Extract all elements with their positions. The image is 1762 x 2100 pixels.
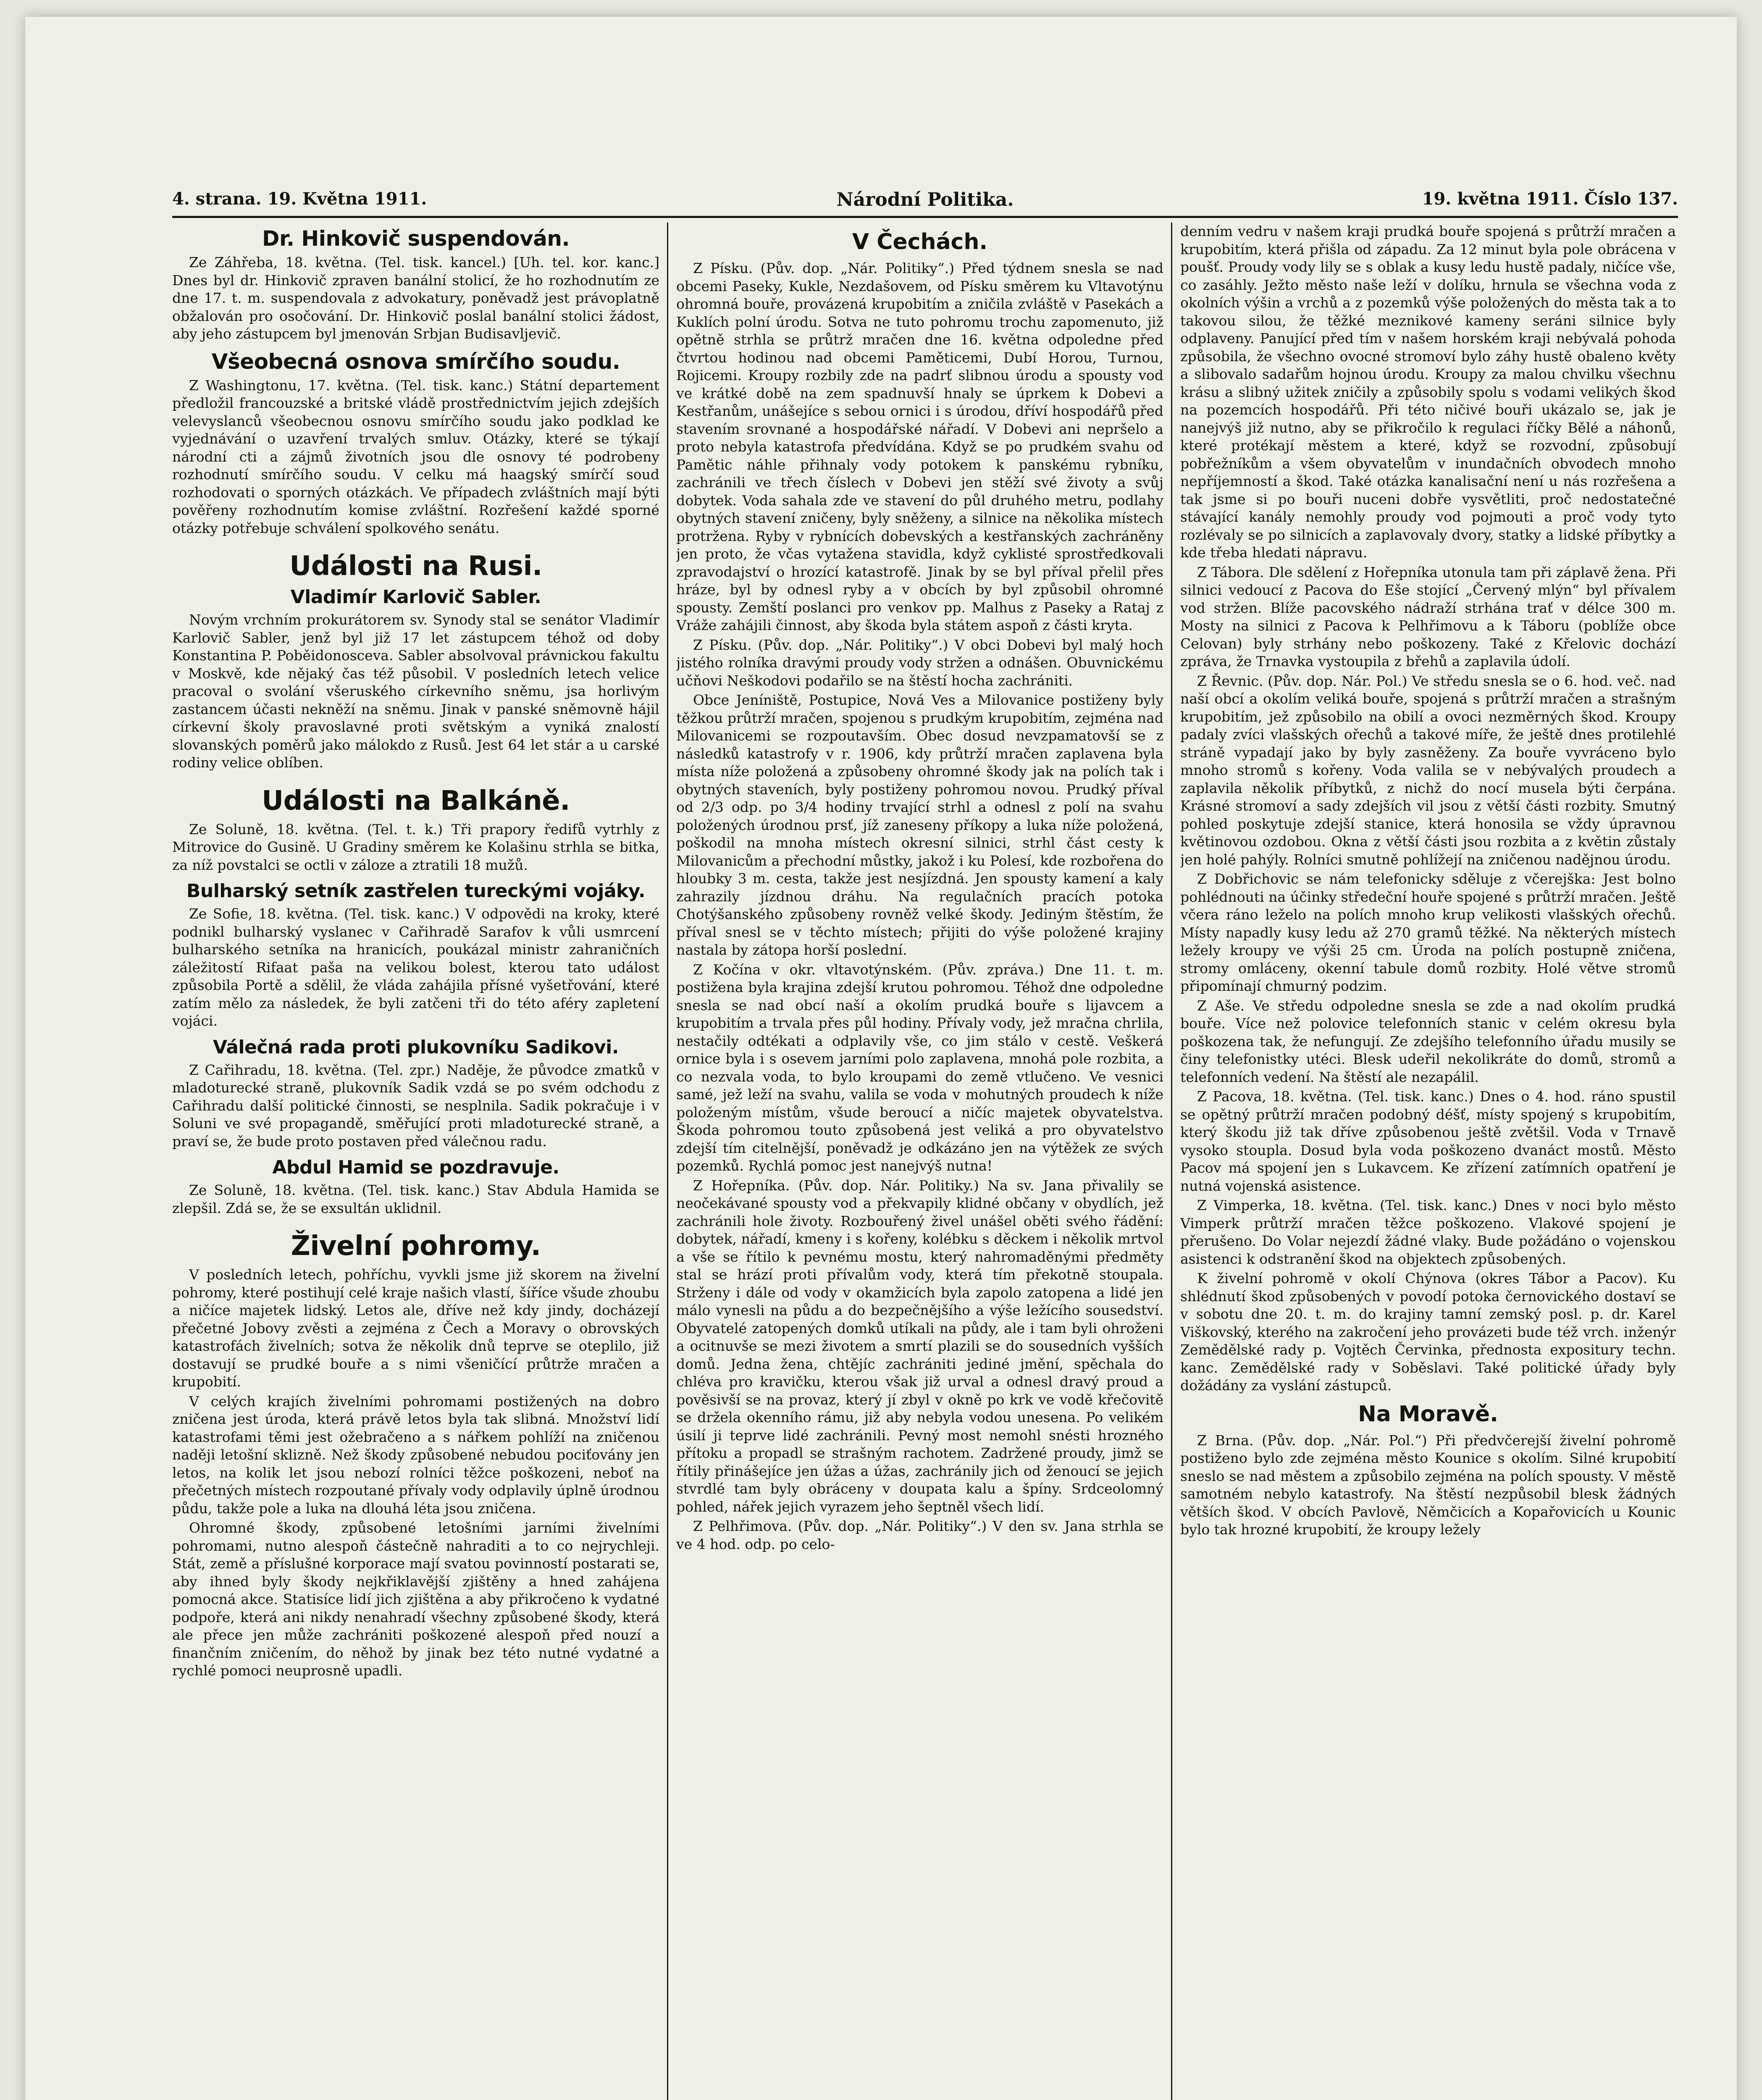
article-paragraph: V celých krajích živelními pohromami postižených na dobro zničena jest úroda, která právě letos byla tak slibná. Množství lidí katastrofami těmi jest ožebračeno a s nářkem pohlíží na zničenou naději letošní sklizně. Než škody způsobené nebudou pociťovány jen letos, na kolik let jsou nebozí rolníci těžce poškozeni, neboť na přečetných místech rozpoutané přívaly vody odplavily úplně úrodnou půdu, takže pole a luka na dlouhá léta jsou zničena.: [172, 1393, 659, 1517]
column-divider: [1171, 223, 1172, 2100]
article-paragraph: Z Písku. (Pův. dop. „Nár. Politiky“.) V obci Dobevi byl malý hoch jistého rolníka dravými proudy vody stržen a odnášen. Obuvnickému učňovi Neškodovi podařilo se na štěstí hocha zachrániti.: [676, 636, 1163, 689]
article-paragraph: Z Dobřichovic se nám telefonicky sděluje z včerejška: Jest bolno pohlédnouti na účinky středeční houře spojené s průtrží mračen. Ještě včera ráno leželo na polích mnoho krup velikosti vlašských ořechů. Místy napadly kusy ledu až 270 gramů těžké. Na některých místech ležely kroupy ve výši 25 cm. Úroda na polích postupně zničena, stromy omláceny, okenní tabule domů rozbity. Holé větve stromů připomínají chmurný podzim.: [1180, 871, 1676, 994]
section-heading: Živelní pohromy.: [291, 1231, 541, 1262]
newspaper-page: [25, 17, 1737, 2100]
article-disasters: [172, 1230, 659, 1680]
headline: Všeobecná osnova smírčího soudu.: [211, 349, 620, 374]
section-heading: Události na Rusi.: [289, 551, 542, 582]
article-abdul-hamid: [172, 1156, 659, 1217]
section-heading: Na Moravě.: [1358, 1401, 1498, 1427]
article-paragraph: Z Kočína v okr. vltavotýnském. (Pův. zpráva.) Dne 11. t. m. postižena byla krajina zdejší krutou pohromou. Téhož dne odpoledne snesla se nad obcí naší a okolím prudká bouře s lijavcem a krupobitím a trvala přes půl hodiny. Přívaly vody, jež mračna chrlila, nestačily odtékati a odplavily vše, co jim stálo v cestě. Veškerá ornice byla i s osevem jarními polo zaplavena, mnohá pole rozbita, a co nezvala voda, to bylo kroupami do země vtlučeno. Ve vesnici samé, jež leží na svahu, valila se voda v mohutných proudech k níže položeným místům, všude beroucí a ničíc majetek obyvatelstva. Škoda pohromou touto způsobená jest veliká a pro obyvatelstvo zdejší tím citelnější, poněvadž je odkázáno jen na výtěžek ze svých pozemků. Rychlá pomoc jest nanejvýš nutna!: [676, 961, 1163, 1174]
article-body: Z Cařihradu, 18. května. (Tel. zpr.) Naděje, že původce zmatků v mladoturecké straně, plukovník Sadik vzdá se po svém odchodu z Cařihradu další politické činnosti, se nesplnila. Sadik pokračuje i v Soluni ve své propagandě, směřující proti mladoturecké straně, a praví se, že bude proto postaven před válečnou radu.: [172, 1061, 659, 1150]
article-body: Ze Soluně, 18. května. (Tel. t. k.) Tři prapory ředifů vytrhly z Mitrovice do Gusině. U Gradiny směrem ke Kolašinu strhla se bitka, za níž povstalci se octli v záloze a ztratili 18 mužů.: [172, 821, 659, 873]
headline: Dr. Hinkovič suspendován.: [262, 226, 570, 251]
article-body: Ze Soluně, 18. května. (Tel. tisk. kanc.) Stav Abdula Hamida se zlepšil. Zdá se, že se exsultán uklidnil.: [172, 1182, 659, 1216]
article-hinkovic: [172, 226, 659, 343]
article-paragraph: V posledních letech, pohříchu, vyvkli jsme již skorem na živelní pohromy, které postihují celé kraje našich vlastí, šíříce všude zhoubu a ničíce majetek lidský. Letos ale, dříve než kdy jindy, docházejí přečetné Jobovy zvěsti a zejména z Čech a Moravy o obrovských katastrofách živelních; sotva že několik dnů teprve se oteplilo, již dostavují se prudké bouře a s nimi všeničící průtrže mračen a krupobití.: [172, 1266, 659, 1390]
headline: Abdul Hamid se pozdravuje.: [272, 1157, 559, 1178]
article-bulgarian-captain: [172, 880, 659, 1030]
article-paragraph: Z Pelhřimova. (Pův. dop. „Nár. Politiky“.) V den sv. Jana strhla se ve 4 hod. odp. po celo-: [676, 1518, 1163, 1552]
column-3: [1180, 223, 1676, 2100]
header-date-left: 4. strana. 19. Května 1911.: [172, 189, 427, 209]
article-paragraph: Z Řevnic. (Pův. dop. Nár. Pol.) Ve středu snesla se o 6. hod. več. nad naší obcí a okolím veliká bouře, spojená s průtrží mračen a strašným krupobitím, jež způsobilo na obilí a ovoci nezměrných škod. Kroupy padaly zvíci vlašských ořechů a takové míře, že ještě dnes protilehlé stráně vypadají jako by byly zasněženy. Za bouře vyvráceno bylo mnoho stromů s kořeny. Voda valila se v nebývalých proudech a zaplavila několik příbytků, z nichž do nocí musela býti čerpána. Krásné stromoví a sady zdejších vil jsou z větší části rozbity. Smutný pohled poskytuje zdejší stanice, která honosila se vždy úpravnou květinovou ozdobou. Okna z větší části jsou rozbita a z květin zůstaly jen holé pahýly. Rolníci smutně pohlížejí na zničenou nadějnou úrodu.: [1180, 672, 1676, 868]
column-1: [172, 223, 659, 2100]
article-paragraph: Z Aše. Ve středu odpoledne snesla se zde a nad okolím prudká bouře. Více než polovice telefonních stanic v celém okresu byla poškozena tak, že nefungují. Ze zdejšího telefonního úřadu musily se činy telefonistky utéci. Blesk udeřil nekolikráte do domů, stromů a telefonních vedení. Na štěstí ale nezapálil.: [1180, 997, 1676, 1085]
article-paragraph: K živelní pohromě v okolí Chýnova (okres Tábor a Pacov). Ku shlédnutí škod způsobených v povodí potoka černovického dostaví se v sobotu dne 20. t. m. do krajiny tamní zemský posl. p. dr. Karel Viškovský, kterého na zakročení jeho provázeti bude též vrch. inženýr Zemědělské rady p. Vojtěch Červinka, přednosta expositury techn. kanc. Zemědělské rady v Soběslavi. Také politické úřady byly dožádány za vyslání zástupců.: [1180, 1270, 1676, 1394]
article-paragraph: Z Vimperka, 18. května. (Tel. tisk. kanc.) Dnes v noci bylo město Vimperk průtrží mračen těžce poškozeno. Vlakové spojení je přerušeno. Do Volar nejezdí žádné vlaky. Bude požádáno o vojenskou asistenci k odstranění škod na objektech způsobených.: [1180, 1197, 1676, 1267]
masthead-title: Národní Politika.: [836, 189, 1014, 210]
headline: Bulharský setník zastřelen tureckými vojáky.: [186, 880, 646, 902]
article-body: Ze Záhřeba, 18. května. (Tel. tisk. kancel.) [Uh. tel. kor. kanc.] Dnes byl dr. Hinkovič zpraven banální stolicí, že ho rozhodnutím ze dne 17. t. m. suspendovala z advokatury, poněvadž jest právoplatně obžalován pro osočování. Dr. Hinkovič poslal banální stolici žádost, aby jeho zástupcem byl jmenován Srbjan Budisavljevič.: [172, 254, 659, 342]
section-heading: Události na Balkáně.: [262, 785, 570, 816]
headline: Vladimír Karlovič Sabler.: [290, 586, 541, 608]
header-date-right: 19. května 1911. Číslo 137.: [1422, 189, 1678, 209]
article-paragraph: Z Písku. (Pův. dop. „Nár. Politiky“.) Před týdnem snesla se nad obcemi Paseky, Kukle, Nezdašovem, od Písku směrem ku Vltavotýnu ohromná bouře, provázená krupobitím a zničila zvláště v Pasekách a Kuklích polní úrodu. Sotva ne tuto pohromu trochu zapomenuto, již opětně strhla se průtrž mračen dne 16. května odpoledne před čtvrtou hodinou nad obcemi Paměticemi, Dubí Horou, Turnou, Rojicemi. Kroupy rozbily zde na padrť slibnou úrodu a spousty vod ve krátké době na zem spadnuvší hnaly se úprkem k Dobevi a Kestřanům, unášejíce s sebou ornici i s úrodou, dříví hospodářů před stavením srovnané a hospodářské nářadí. V Dobevi ani nepršelo a proto nebyla katastrofa předvídána. Když se po prudkém svahu od Pamětic náhle přihnaly vody potokem k panskému rybníku, zachránili ve třech číslech v Dobevi jen stěží své životy a svůj dobytek. Voda sahala zde ve stavení do půl druhého metru, podlahy obytných stavení zničeny, byly sněženy, a silnice na několika místech protržena. Ryby v rybnících dobevských a kestřanských zachráněny jen proto, že včas vytažena stavidla, když cyklisté sprostředkovali zpravodajství o hrozící katastrofě. Jinak by se byl příval přelil přes hráze, byl by odnesl ryby a v obcích by byl způsobil ohromné spousty. Zemští poslanci pro venkov pp. Malhus z Paseky a Rataj z Vráže zahájili činnost, aby škoda byla státem aspoň z části kryta.: [676, 260, 1163, 633]
section-heading: V Čechách.: [852, 229, 988, 255]
article-sadik: [172, 1036, 659, 1151]
article-paragraph: Z Tábora. Dle sdělení z Hořepníka utonula tam při záplavě žena. Při silnici vedoucí z Pacova do Eše stojící „Červený mlýn“ byl přívalem vod stržen. Blíže pacovského nádraží strhána trať v délce 300 m. Mosty na silnici z Pacova k Pelhřimovu a k Táboru (poblíže obce Celovan) byly strhány nebo poškozeny. Také z Křelovic dochází zpráva, že Trnavka vystoupila z břehů a zaplavila údolí.: [1180, 564, 1676, 669]
header-rule: [172, 216, 1678, 218]
article-arbitration: [172, 349, 659, 538]
column-divider: [667, 223, 668, 2100]
article-paragraph: Z Hořepníka. (Pův. dop. Nár. Politiky.) Na sv. Jana přivalily se neočekávané spousty vod a překvapily klidné občany v obydlích, jež zachránili hole životy. Rozbouřený živel unášel oběti svého řádění: dobytek, nářadí, kmeny i s kořeny, kolébku s děckem i několik mrtvol a vše se řítilo k pevnému mostu, který nahromaděnými předměty stal se hrází proti přívalům vody, která tím překotně stoupala. Strženy i dále od vody v okamžicích byla zapolo zatopena a lidé jen málo vynesli na půdu a do bezpečnějšího a výše ležícího sousedství. Obyvatelé zatopených domků utíkali na půdy, ale i tam byli ohroženi a ocitnuvše se mezi životem a smrtí plazili se do sousedních vyšších domů. Jedna žena, chtějíc zachrániti jediné jmění, spěchala do chléva pro kravičku, kterou však již urval a odnesl dravý proud a pověsivší se na provaz, který jí zbyl v okně po krk ve vodě křečovitě se držela okenního rámu, již aby nebyla vodou unesena. Po velikém úsilí ji teprve lidé zachránili. Pevný most nemohl snésti hrozného přítoku a propadl se strašným rachotem. Zadržené proudy, jimž se řítily přinášejíce jen úžas a úžas, zachránily jich od ženoucí se jejich stvrdlé tam byly obráceny v doupata kalu a špíny. Srdceolomný pohled, nářek jejich vyrazem jeho šeptněl všech lidí.: [676, 1177, 1163, 1515]
article-body: Z Washingtonu, 17. května. (Tel. tisk. kanc.) Státní departement předložil francouzské a britské vládě prostřednictvím jejich zdejších velevyslanců všeobecnou osnovu smírčího soudu jako podklad ke vyjednávání o uzavření trvalých smluv. Otázky, které se týkají národní cti a zájmů životních jsou dle osnovy té podrobeny rozhodnutí smírčího soudu. V celku má haagský smírčí soud rozhodovati o sporných otázkách. Ve případech zvláštních mají býti pověřeny rozhodnutím komise zvláštní. Rozřešení každé sporné otázky potřebuje schválení spolkového senátu.: [172, 377, 659, 536]
column-2: [676, 223, 1163, 2100]
article-paragraph: Z Brna. (Pův. dop. „Nár. Pol.“) Při předvčerejší živelní pohromě postiženo bylo zde zejména město Kounice s okolím. Silné krupobití sneslo se nad městem a způsobilo zejména na polích spousty. V městě samotném nebylo katastrofy. Na štěstí nezpůsobil blesk žádných větších škod. V obcích Pavlově, Němčicích a Kopařovicích u Kounic bylo tak hrozné krupobití, že kroupy ležely: [1180, 1432, 1676, 1538]
article-balkans: [172, 785, 659, 874]
article-paragraph: Obce Jeníniště, Postupice, Nová Ves a Milovanice postiženy byly těžkou průtrží mračen, spojenou s prudkým krupobitím, zejména nad Milovanicemi se rozpoutavším. Obec dosud nevzpamatovší se z následků katastrofy v r. 1906, kdy průtrží mračen zaplavena byla místa níže položená a způsobeny ohromné škody jak na polích tak i obytných staveních, byly postiženy pohromou novou. Prudký příval od 2/3 odp. po 3/4 hodiny trvající strhl a odnesl z polí na svahu položených úrodnou prsť, jíž zaneseny příkopy a luka níže položená, poškodil na mnoha místech okresní silnici, strhl část cesty k Milovanicům a přechodní můstky, jakož i ku Polesí, kde rozbořena do hloubky 3 m. cesta, takže jest nesjízdná. Jen spousty kamení a kaly zahrazily jízdnou dráhu. Na regulačních pracích potoka Chotýšanského způsobeny rovněž velké škody. Jediným štěstím, že příval snesl se v těchto místech; přijiti do výše položené krajiny nastala by zátopa horší poslední.: [676, 692, 1163, 958]
article-body: Novým vrchním prokurátorem sv. Synody stal se senátor Vladimír Karlovič Sabler, jenž byl již 17 let zástupcem téhož od doby Konstantina P. Poběidonosceva. Sabler absolvoval právnickou fakultu v Moskvě, kde nějaký čas též působil. V posledních letech velice pracoval o svolání všeruského církevního sněmu, jsa horlivým zastancem účasti nekněží na sněmu. Jinak v panské sněmovně hájil církevní školy pravoslavné proti světským a vyniká znalostí slovanských poměrů jako málokdo z Rusů. Jest 64 let stár a u carské rodiny velice oblíben.: [172, 612, 659, 771]
article-body: Ze Sofie, 18. května. (Tel. tisk. kanc.) V odpovědi na kroky, které podnikl bulharský vyslanec v Cařihradě Sarafov k vůli usmrcení bulharského setníka na hranicích, poukázal ministr zahraničních záležitostí Rifaat paša na velikou bolest, kterou tato událost způsobila Portě a sdělil, že vláda zahájila přísné vyšetřování, které zatím mělo za následek, že byli zatčeni tři do této aféry zapletení vojáci.: [172, 906, 659, 1029]
headline: Válečná rada proti plukovníku Sadikovi.: [213, 1036, 619, 1058]
article-paragraph: Z Pacova, 18. května. (Tel. tisk. kanc.) Dnes o 4. hod. ráno spustil se opětný průtrží mračen podobný déšť, místy spojený s krupobitím, který škodu již tak dříve způsobenou ještě zvětšil. Voda v Trnavě vysoko stoupla. Dosud byla voda poškozeno dvanáct mostů. Město Pacov má spojení jen s Lukavcem. Ke zřízení zatímních opatření je nutná vojenská asistence.: [1180, 1088, 1676, 1194]
page-header: [172, 189, 1678, 216]
article-paragraph: denním vedru v našem kraji prudká bouře spojená s průtrží mračen a krupobitím, která přišla od západu. Za 12 minut byla pole obrácena v poušť. Proudy vody lily se s oblak a kusy ledu hustě padaly, ničíce vše, co zasáhly. Ježto město naše leží v dolíku, hrnula se všechna voda z okolních výšin a vrchů a z pozemků výše položených do města tak a to takovou silou, že těžké meznikové kameny seráni silnice byly odplaveny. Panující před tím v našem horském kraji nebývalá pohoda způsobila, že všechno ovocné stromoví bylo záhy hustě obaleno květy a slibovalo sadařům hojnou úrodu. Kroupy za malou chvilku všechnu krásu a slibný užitek zničily a způsobily spolu s vodami velikých škod na pozemcích hospodářů. Při této ničivé bouři ukázalo se, jak je nanejvýš již nutno, aby se přikročilo k regulaci říčky Bělé a náhonů, které protékají městem a které, když se rozvodní, způsobují pobřežníkům a všem obyvatelům v inundačních obvodech mnoho nepříjemností a škod. Také otázka kanalisační není u nás rozřešena a tak jsme si po bouři nuceni dobře vysvětliti, proč nedostatečné stávající kanály nemohly proudy vod pojmouti a proč vody tyto rozlévaly se po silnicích a zaplavovaly dvory, statky a lidské příbytky a kde třeba hledati nápravu.: [1180, 223, 1676, 561]
article-russia: [172, 550, 659, 772]
article-paragraph: Ohromné škody, způsobené letošními jarními živelními pohromami, nutno alespoň částečně nahraditi a to co nejrychleji. Stát, země a příslušné korporace mají svatou povinností postarati se, aby ihned byly škody nejkřiklavější zjištěny a hned zahájena pomocná akce. Statisíce lidí jich zjištěna a aby přikročeno k vydatné podpoře, která ani nikdy nenahradí všechny způsobené škody, která ale přece jen může zachrániti poškozené alespoň před nouzí a finančním zničením, do něhož by jinak bez této nutné vydatné a rychlé pomoci neuprosně upadli.: [172, 1520, 659, 1679]
